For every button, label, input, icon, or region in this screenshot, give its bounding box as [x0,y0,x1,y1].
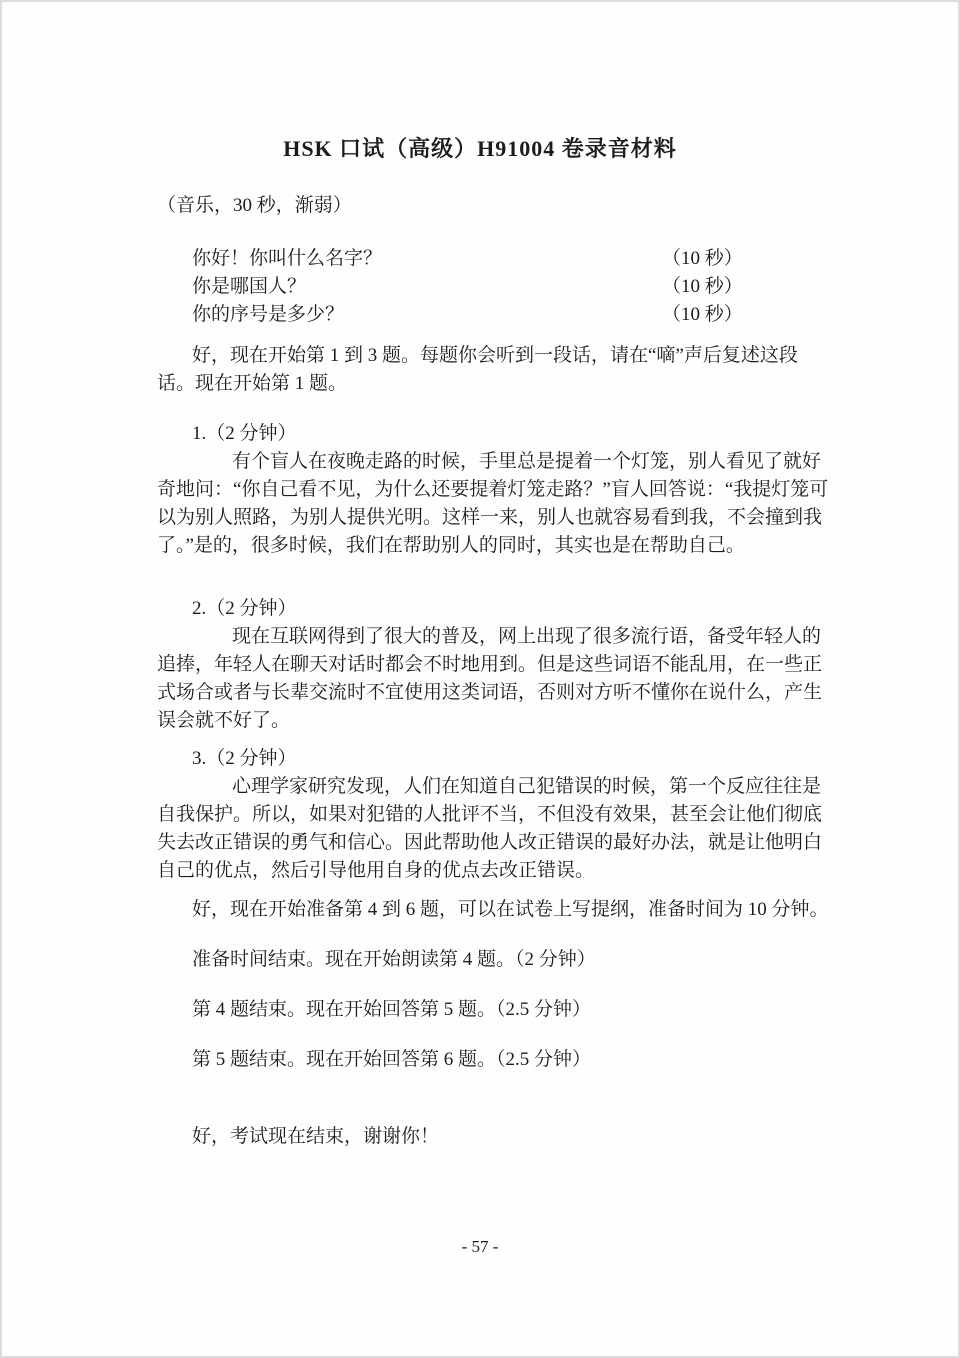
warmup-section [157,245,829,329]
part2-line: 好，现在开始准备第 4 到 6 题，可以在试卷上写提纲，准备时间为 10 分钟。 [192,899,829,920]
doc-title: HSK 口试（高级）H91004 卷录音材料 [283,136,677,161]
warmup-time: （10 秒） [662,304,743,325]
item-text: 心理学家研究发现，人们在知道自己犯错误的时候，第一个反应往往是自我保护。所以，如果对犯错的人批评不当，不但没有效果，甚至会让他们彻底失去改正错误的勇气和信心。因此帮助他人改正错误的最好办法，就是让他明白自己的优点，然后引导他用自身的优点去改正错误。 [157,776,823,881]
music-cue: （音乐，30 秒，渐弱） [157,195,352,216]
item-block-1 [157,420,829,560]
warmup-time: （10 秒） [662,276,743,297]
item-block-2 [157,595,829,735]
item-label: 3.（2 分钟） [192,748,297,769]
item-text: 现在互联网得到了很大的普及，网上出现了很多流行语，备受年轻人的追捧，年轻人在聊天对话时都会不时地用到。但是这些词语不能乱用，在一些正式场合或者与长辈交流时不宜使用这类词语，否则对方听不懂你在说什么，产生误会就不好了。 [157,626,823,731]
part1-intro: 好，现在开始第 1 到 3 题。每题你会听到一段话，请在“嘀”声后复述这段话。现在开始第 1 题。 [157,345,798,394]
part2-line: 准备时间结束。现在开始朗读第 4 题。（2 分钟） [192,949,596,970]
item-text: 有个盲人在夜晚走路的时候，手里总是提着一个灯笼，别人看见了就好奇地问：“你自己看不见，为什么还要提着灯笼走路？”盲人回答说：“我提灯笼可以为别人照路，为别人提供光明。这样一来，别人也就容易看到我，不会撞到我了。”是的，很多时候，我们在帮助别人的同时，其实也是在帮助自己。 [157,451,829,556]
page-number: - 57 - [461,1237,499,1256]
warmup-row [157,273,829,301]
warmup-time: （10 秒） [662,248,743,269]
item-label: 1.（2 分钟） [192,423,297,444]
warmup-question: 你好！你叫什么名字？ [192,248,383,269]
item-label: 2.（2 分钟） [192,598,297,619]
closing-line: 好，考试现在结束，谢谢你！ [192,1126,440,1147]
part2-line: 第 5 题结束。现在开始回答第 6 题。（2.5 分钟） [192,1049,592,1070]
warmup-row [157,301,829,329]
warmup-question: 你的序号是多少？ [192,304,345,325]
item-block-3 [157,745,829,885]
warmup-row [157,245,829,273]
part2-line: 第 4 题结束。现在开始回答第 5 题。（2.5 分钟） [192,999,592,1020]
warmup-question: 你是哪国人？ [192,276,307,297]
